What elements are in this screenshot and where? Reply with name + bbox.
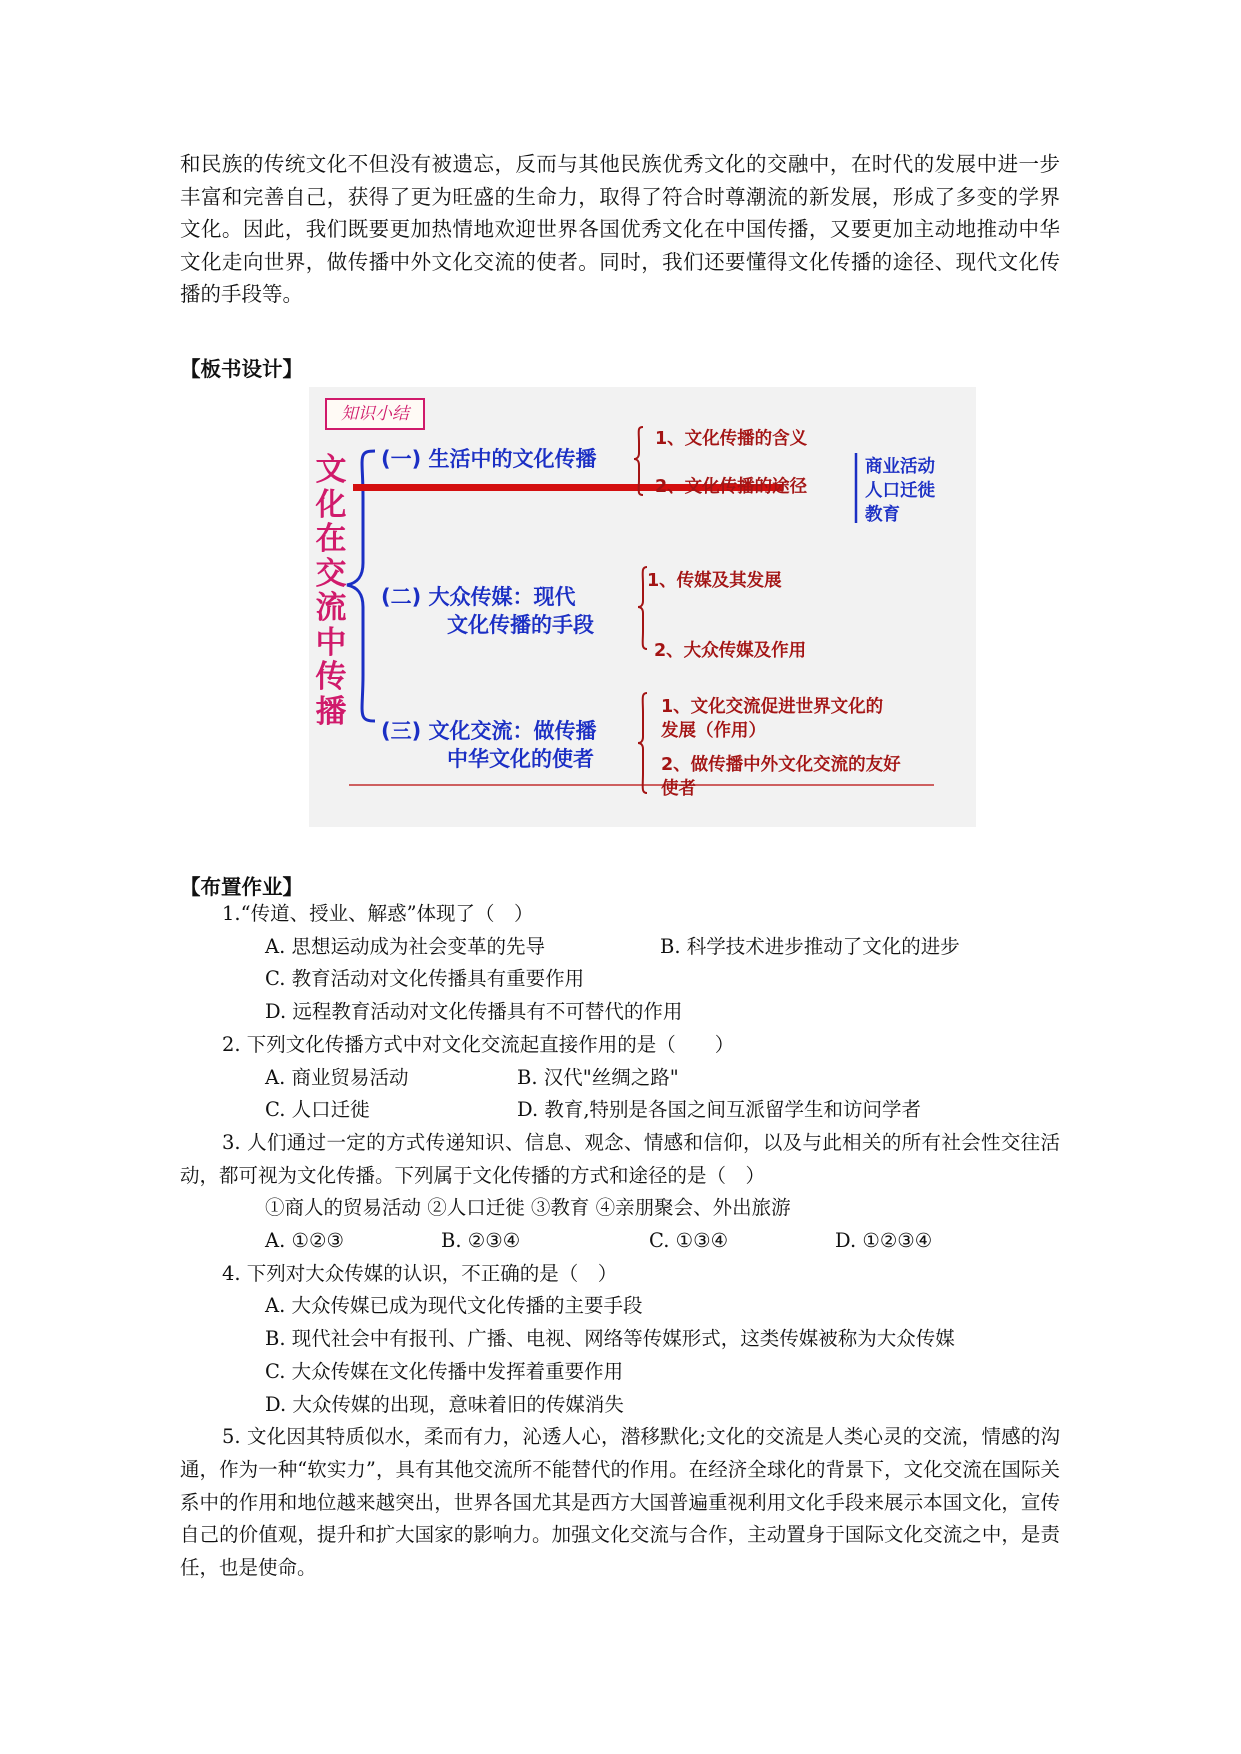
q4-option-b: B. 现代社会中有报刊、广播、电视、网络等传媒形式，这类传媒被称为大众传媒 <box>265 1327 955 1351</box>
section2-label-line1: (二) 大众传媒：现代 <box>381 585 576 609</box>
homework-heading: 【布置作业】 <box>180 875 303 899</box>
q5-stem: 5. 文化因其特质似水，柔而有力，沁透人心，潜移默化;文化的交流是人类心灵的交流，情感的沟通，作为一种“软实力”，具有其他交流所不能替代的作用。在经济全球化的背景下，文化交流在国际关系中的作用和地位越来越突出，世界各国尤其是西方大国普遍重视利用文化手段来展示本国文化，宣传自己的价值观，提升和扩大国家的影响力。加强文化交流与合作，主动置身于国际文化交流之中，是责任，也是使命。 <box>180 1425 1060 1580</box>
intro-paragraph: 和民族的传统文化不但没有被遗忘，反而与其他民族优秀文化的交融中，在时代的发展中进一步丰富和完善自己，获得了更为旺盛的生命力，取得了符合时尊潮流的新发展，形成了多变的学界文化。因此，我们既要更加热情地欢迎世界各国优秀文化在中国传播，又要更加主动地推动中华文化走向世界，做传播中外文化交流的使者。同时，我们还要懂得文化传播的途径、现代文化传播的手段等。 <box>180 152 1060 306</box>
section3-sub2-line1: 2、做传播中外文化交流的友好 <box>661 755 901 775</box>
q1-option-d: D. 远程教育活动对文化传播具有不可替代的作用 <box>265 1000 683 1024</box>
q1-option-c: C. 教育活动对文化传播具有重要作用 <box>265 967 585 991</box>
section3-brace <box>638 693 647 793</box>
q3-items: ①商人的贸易活动 ②人口迁徙 ③教育 ④亲朋聚会、外出旅游 <box>265 1196 791 1220</box>
pathway-commerce: 商业活动 <box>865 457 935 477</box>
intro-paragraph-block <box>180 148 1060 311</box>
section1-sub2: 2、文化传播的途径 <box>655 477 808 497</box>
q3-option-a: A. ①②③ <box>265 1229 344 1253</box>
section1-label: (一) 生活中的文化传播 <box>381 447 597 471</box>
q2-stem: 2. 下列文化传播方式中对文化交流起直接作用的是（ ） <box>222 1032 735 1056</box>
q3-option-c: C. ①③④ <box>649 1229 729 1253</box>
q4-option-d: D. 大众传媒的出现，意味着旧的传媒消失 <box>265 1392 624 1416</box>
q1-options-ab <box>180 931 1060 964</box>
q2-option-c: C. 人口迁徙 <box>265 1098 370 1122</box>
pathway-education: 教育 <box>865 505 900 525</box>
q1-option-a: A. 思想运动成为社会变革的先导 <box>265 934 545 958</box>
pathway-migration: 人口迁徙 <box>865 481 935 501</box>
section2-label-line2: 文化传播的手段 <box>447 613 594 637</box>
section3-sub1-line1: 1、文化交流促进世界文化的 <box>661 697 884 717</box>
section2-sub2: 2、大众传媒及作用 <box>654 641 807 661</box>
q1-stem: 1.“传道、授业、解惑”体现了（ ） <box>222 902 534 925</box>
q3-option-b: B. ②③④ <box>441 1229 521 1253</box>
q4-stem: 4. 下列对大众传媒的认识，不正确的是（ ） <box>222 1261 618 1285</box>
q2-options-ab <box>180 1062 1060 1095</box>
section3-label-line1: (三) 文化交流：做传播 <box>381 719 597 743</box>
knowledge-summary-stamp: 知识小结 <box>325 398 425 430</box>
homework-list <box>180 898 1060 1585</box>
q2-option-a: A. 商业贸易活动 <box>265 1065 409 1089</box>
board-main-title: 文化在交流中传播 <box>315 452 347 730</box>
section3-label-line2: 中华文化的使者 <box>447 747 594 771</box>
section1-sub1: 1、文化传播的含义 <box>655 429 808 449</box>
q4-option-a: A. 大众传媒已成为现代文化传播的主要手段 <box>265 1294 643 1318</box>
q4-option-c: C. 大众传媒在文化传播中发挥着重要作用 <box>265 1359 624 1383</box>
main-brace <box>347 451 375 721</box>
board-heading: 【板书设计】 <box>180 357 303 381</box>
section2-brace <box>638 567 647 649</box>
q2-options-cd <box>180 1094 1060 1127</box>
section2-sub1: 1、传媒及其发展 <box>647 571 782 591</box>
section3-sub2-line2: 使者 <box>661 779 696 799</box>
q2-option-d: D. 教育,特别是各国之间互派留学生和访问学者 <box>517 1098 922 1122</box>
q3-options <box>180 1225 1060 1258</box>
q3-option-d: D. ①②③④ <box>835 1229 933 1253</box>
q1-option-b: B. 科学技术进步推动了文化的进步 <box>660 934 960 958</box>
board-diagram <box>309 387 976 827</box>
q2-option-b: B. 汉代"丝绸之路" <box>517 1065 679 1089</box>
q3-stem: 3. 人们通过一定的方式传递知识、信息、观念、情感和信仰，以及与此相关的所有社会性交往活动，都可视为文化传播。下列属于文化传播的方式和途径的是（ ） <box>180 1130 1060 1187</box>
section3-sub1-line2: 发展（作用） <box>661 721 766 741</box>
